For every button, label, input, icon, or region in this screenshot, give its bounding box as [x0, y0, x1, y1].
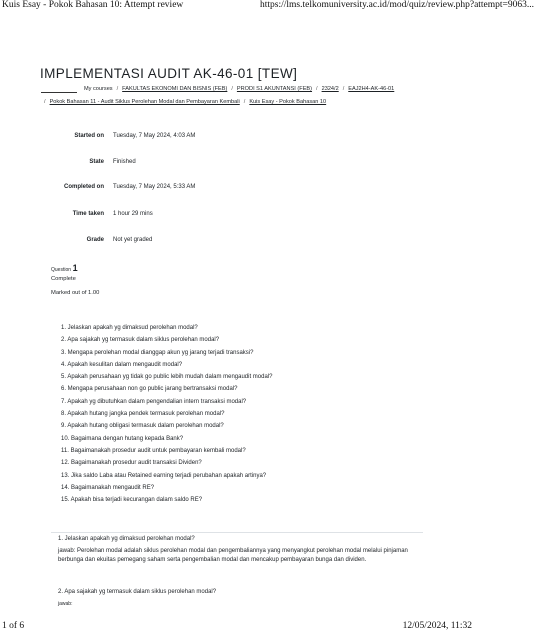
- list-item: 8. Apakah hutang jangka pendek termasuk perolehan modal?: [61, 411, 225, 418]
- list-item: 11. Bagaimanakah prosedur audit untuk pembayaran kembali modal?: [61, 447, 246, 454]
- summary-started-on: [0, 133, 474, 145]
- answer-text-2: jawab:: [58, 601, 73, 607]
- summary-key: Completed on: [64, 184, 104, 190]
- breadcrumb-faculty[interactable]: FAKULTAS EKONOMI DAN BISNIS (FEB): [122, 86, 228, 92]
- summary-key: Grade: [86, 237, 104, 243]
- list-item: 10. Bagaimana dengan hutang kepada Bank?: [61, 435, 184, 442]
- list-item: 5. Apakah perusahaan yg tidak go public lebih mudah dalam mengaudit modal?: [61, 374, 273, 381]
- page-title: IMPLEMENTASI AUDIT AK-46-01 [TEW]: [40, 66, 298, 81]
- print-footer: [0, 620, 474, 632]
- breadcrumb-separator: /: [44, 99, 46, 105]
- breadcrumb-course[interactable]: EAJ2H4-AK-46-01: [348, 86, 395, 92]
- summary-value: Finished: [113, 159, 136, 165]
- breadcrumb-separator: /: [342, 86, 345, 92]
- list-item: 2. Apa sajakah yg termasuk dalam siklus perolehan modal?: [61, 337, 220, 344]
- print-header: [0, 0, 534, 12]
- summary-time-taken: [0, 211, 474, 223]
- summary-grade: [0, 237, 474, 249]
- print-page-number: 1 of 6: [2, 621, 25, 631]
- question-number: [51, 263, 78, 273]
- summary-completed-on: [0, 184, 474, 196]
- summary-key: Started on: [74, 133, 104, 139]
- summary-state: [0, 159, 474, 171]
- answer-text-1: jawab: Perolehan modal adalah siklus perolehan modal dan pengembaliannya yang menyangkut perolehan modal melalui pinjaman berbunga dan ekuitas pemegang saham serta pengembalian modal dan mencakup pembayaran bunga dan dividen.: [58, 548, 408, 563]
- summary-value: Tuesday, 7 May 2024, 4:03 AM: [113, 133, 196, 139]
- list-item: 15. Apakah bisa terjadi kecurangan dalam saldo RE?: [61, 497, 203, 504]
- breadcrumb-row-2: [44, 99, 326, 105]
- list-item: 9. Apakah hutang obligasi termasuk dalam perolehan modal?: [61, 423, 224, 430]
- answer-question-2: 2. Apa sajakah yg termasuk dalam siklus perolehan modal?: [58, 589, 217, 595]
- answer-question-1: 1. Jelaskan apakah yg dimaksud perolehan modal?: [58, 536, 195, 542]
- question-list: [61, 322, 272, 506]
- breadcrumb-term[interactable]: 2324/2: [321, 86, 339, 92]
- breadcrumb-section[interactable]: Pokok Bahasan 11 - Audit Siklus Perolehan Modal dan Pembayaran Kembali: [49, 99, 240, 105]
- question-status: Complete: [51, 276, 76, 282]
- list-item: 12. Bagaimanakah prosedur audit transaksi Dividen?: [61, 460, 202, 467]
- summary-value: 1 hour 29 mins: [113, 211, 153, 217]
- question-number-value: 1: [72, 263, 78, 273]
- list-item: 14. Bagaimanakah mengaudit RE?: [61, 484, 155, 491]
- list-item: 7. Apakah yg dibutuhkan dalam pengendalian intern transaksi modal?: [61, 398, 247, 405]
- question-label: Question: [51, 267, 72, 273]
- breadcrumb-quiz[interactable]: Kuis Esay - Pokok Bahasan 10: [249, 99, 327, 105]
- list-item: 3. Mengapa perolehan modal dianggap akun yg jarang terjadi transaksi?: [61, 349, 254, 356]
- question-marks: Marked out of 1.00: [51, 290, 100, 296]
- summary-key: State: [89, 159, 104, 165]
- summary-value: Not yet graded: [113, 237, 153, 243]
- print-url: https://lms.telkomuniversity.ac.id/mod/quiz/review.php?attempt=9063...: [260, 0, 534, 10]
- breadcrumb: [84, 86, 394, 92]
- breadcrumb-divider: [41, 92, 77, 93]
- breadcrumb-separator: /: [116, 86, 119, 92]
- print-page-title: Kuis Esay - Pokok Bahasan 10: Attempt review: [2, 0, 184, 10]
- breadcrumb-my-courses[interactable]: My courses: [84, 86, 113, 92]
- breadcrumb-separator: /: [231, 86, 233, 92]
- list-item: 4. Apakah kesulitan dalam mengaudit modal?: [61, 361, 183, 368]
- answer-box: [51, 532, 423, 629]
- print-datetime: 12/05/2024, 11:32: [402, 621, 472, 631]
- summary-key: Time taken: [72, 211, 104, 217]
- list-item: 1. Jelaskan apakah yg dimaksud perolehan modal?: [61, 325, 198, 331]
- list-item: 6. Mengapa perusahaan non go public jarang bertransaksi modal?: [61, 386, 238, 393]
- breadcrumb-separator: /: [243, 99, 246, 105]
- breadcrumb-separator: /: [316, 86, 318, 92]
- list-item: 13. Jika saldo Laba atau Retained earning terjadi perubahan apakah artinya?: [61, 472, 267, 479]
- summary-value: Tuesday, 7 May 2024, 5:33 AM: [113, 184, 196, 190]
- breadcrumb-program[interactable]: PRODI S1 AKUNTANSI (FEB): [236, 86, 313, 92]
